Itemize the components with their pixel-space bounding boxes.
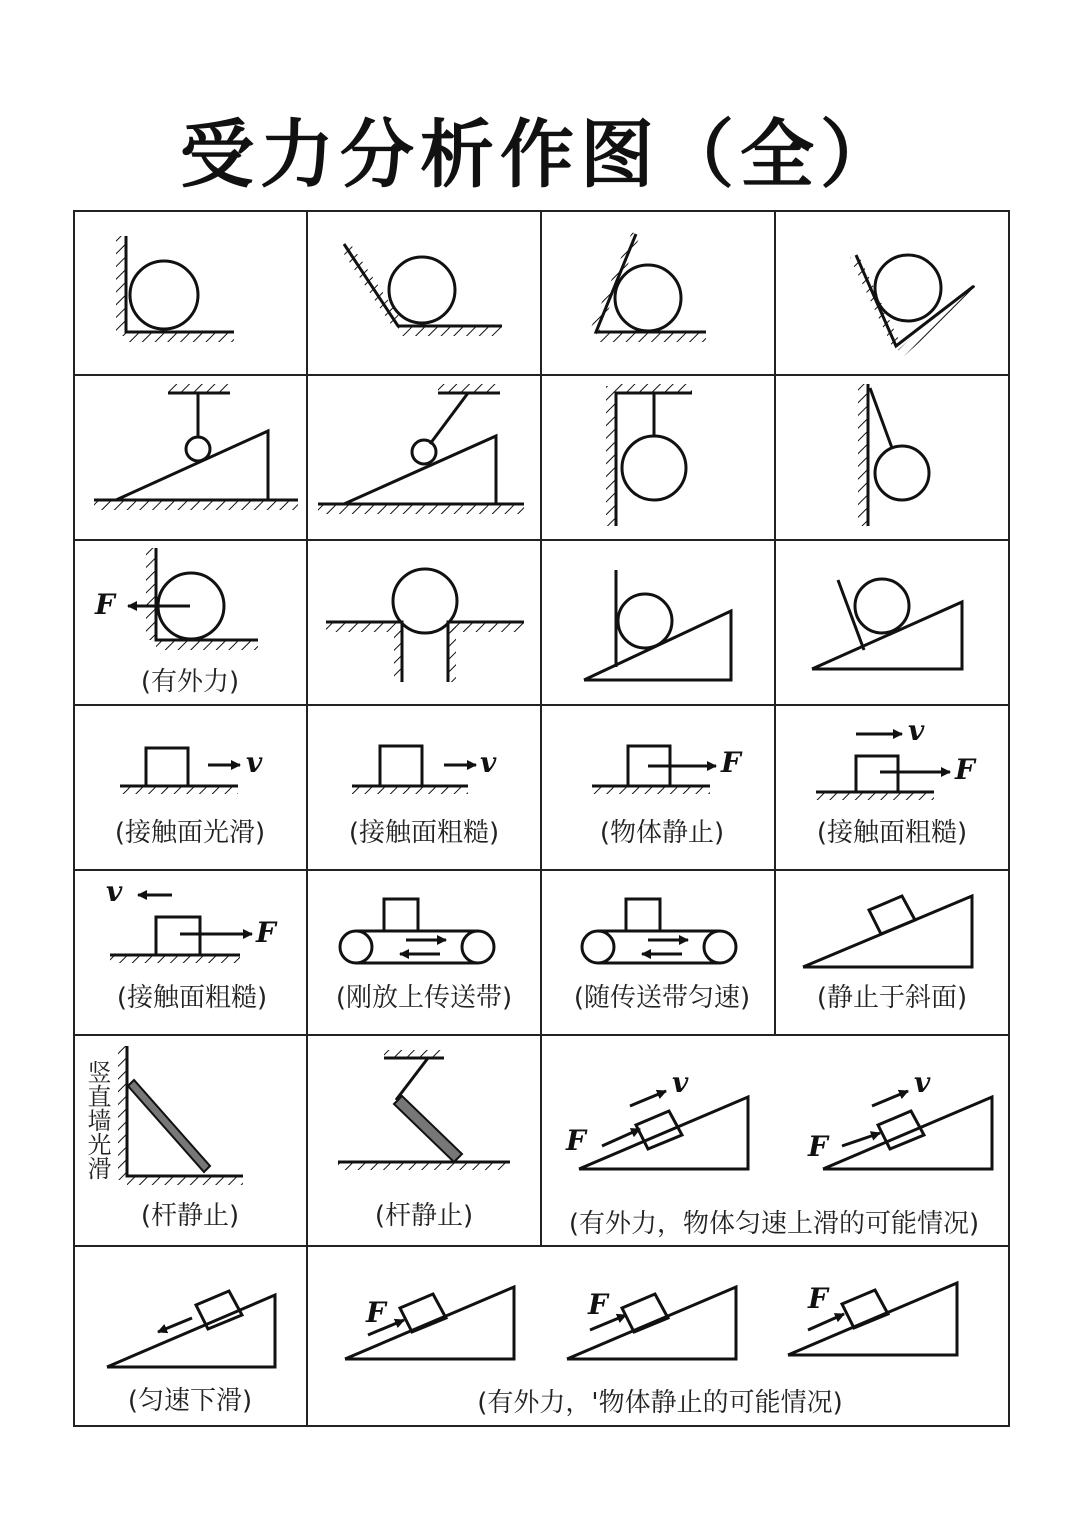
diagram-block-static-force	[592, 746, 743, 794]
diagram-ball-tilted-rod-incline	[812, 579, 962, 669]
diagram-ball-v-notch	[850, 254, 978, 356]
velocity-label: v	[672, 1066, 689, 1099]
caption-r5c4: (静止于斜面)	[816, 983, 968, 1013]
diagram-ball-corner-with-force	[94, 548, 258, 650]
force-label: F	[588, 1288, 608, 1321]
caption-r5c1: (接触面粗糙)	[116, 983, 268, 1013]
diagram-incline-force-up-2	[807, 1066, 992, 1169]
diagram-hanging-ball-on-incline	[94, 384, 298, 510]
diagram-incline-force-up-1	[565, 1066, 748, 1169]
diagram-ball-on-gap	[326, 569, 524, 682]
diagram-block-rough	[352, 746, 497, 794]
caption-r7c1: (匀速下滑)	[127, 1386, 253, 1416]
caption-r6c2: (杆静止)	[374, 1201, 474, 1231]
force-label: F	[721, 746, 741, 779]
force-label: F	[95, 588, 115, 621]
diagram-ball-v-groove	[590, 232, 706, 342]
caption-r4c2: (接触面粗糙)	[348, 818, 500, 848]
velocity-label: v	[246, 746, 263, 779]
caption-r7c234: (有外力，'物体静止的可能情况)	[477, 1388, 843, 1418]
diagram-ball-hanging-by-wall	[606, 384, 692, 526]
caption-r3c1: (有外力)	[140, 667, 240, 697]
diagram-conveyor-uniform	[582, 899, 736, 963]
caption-r4c1: (接触面光滑)	[114, 818, 266, 848]
diagram-tilted-string-ball-on-incline	[318, 384, 524, 514]
velocity-label: v	[908, 714, 925, 747]
diagram-ball-between-rod-and-incline	[584, 570, 731, 680]
caption-r6c34: (有外力，物体匀速上滑的可能情况)	[568, 1209, 980, 1239]
diagram-incline-static-force-1	[345, 1287, 514, 1359]
force-label: F	[808, 1282, 828, 1315]
diagram-block-opposite-force	[106, 875, 278, 963]
diagram-block-smooth	[120, 746, 263, 794]
caption-r4c3: (物体静止)	[599, 818, 725, 848]
force-label: F	[808, 1130, 828, 1163]
force-label: F	[366, 1296, 386, 1329]
velocity-label: v	[914, 1066, 931, 1099]
diagram-block-rough-force-velocity	[816, 714, 977, 800]
caption-r6c1: (杆静止)	[140, 1201, 240, 1231]
caption-r4c4: (接触面粗糙)	[816, 818, 968, 848]
velocity-label: v	[480, 746, 497, 779]
diagram-block-sliding-down	[107, 1291, 275, 1367]
page-title: 受力分析作图（全）	[180, 112, 900, 198]
force-label: F	[256, 916, 276, 949]
diagram-ball-incline-wall-floor	[340, 240, 502, 336]
diagram-conveyor-just-placed	[340, 899, 494, 963]
force-label: F	[955, 753, 975, 786]
diagram-ball-wall-floor	[116, 236, 234, 342]
diagram-rod-against-wall	[118, 1046, 243, 1185]
caption-r5c2: (刚放上传送带)	[335, 983, 513, 1013]
diagram-rod-hanging-on-floor	[338, 1050, 510, 1170]
diagram-ball-string-against-wall	[858, 384, 929, 526]
velocity-label: v	[106, 875, 123, 908]
force-label: F	[566, 1124, 586, 1157]
diagram-incline-static-force-2	[567, 1287, 736, 1359]
diagram-block-on-incline	[803, 896, 972, 967]
side-caption-smooth-wall: 竖直墙光滑	[83, 1060, 111, 1180]
caption-r5c3: (随传送带匀速)	[573, 983, 751, 1013]
diagram-incline-static-force-3	[788, 1282, 957, 1355]
